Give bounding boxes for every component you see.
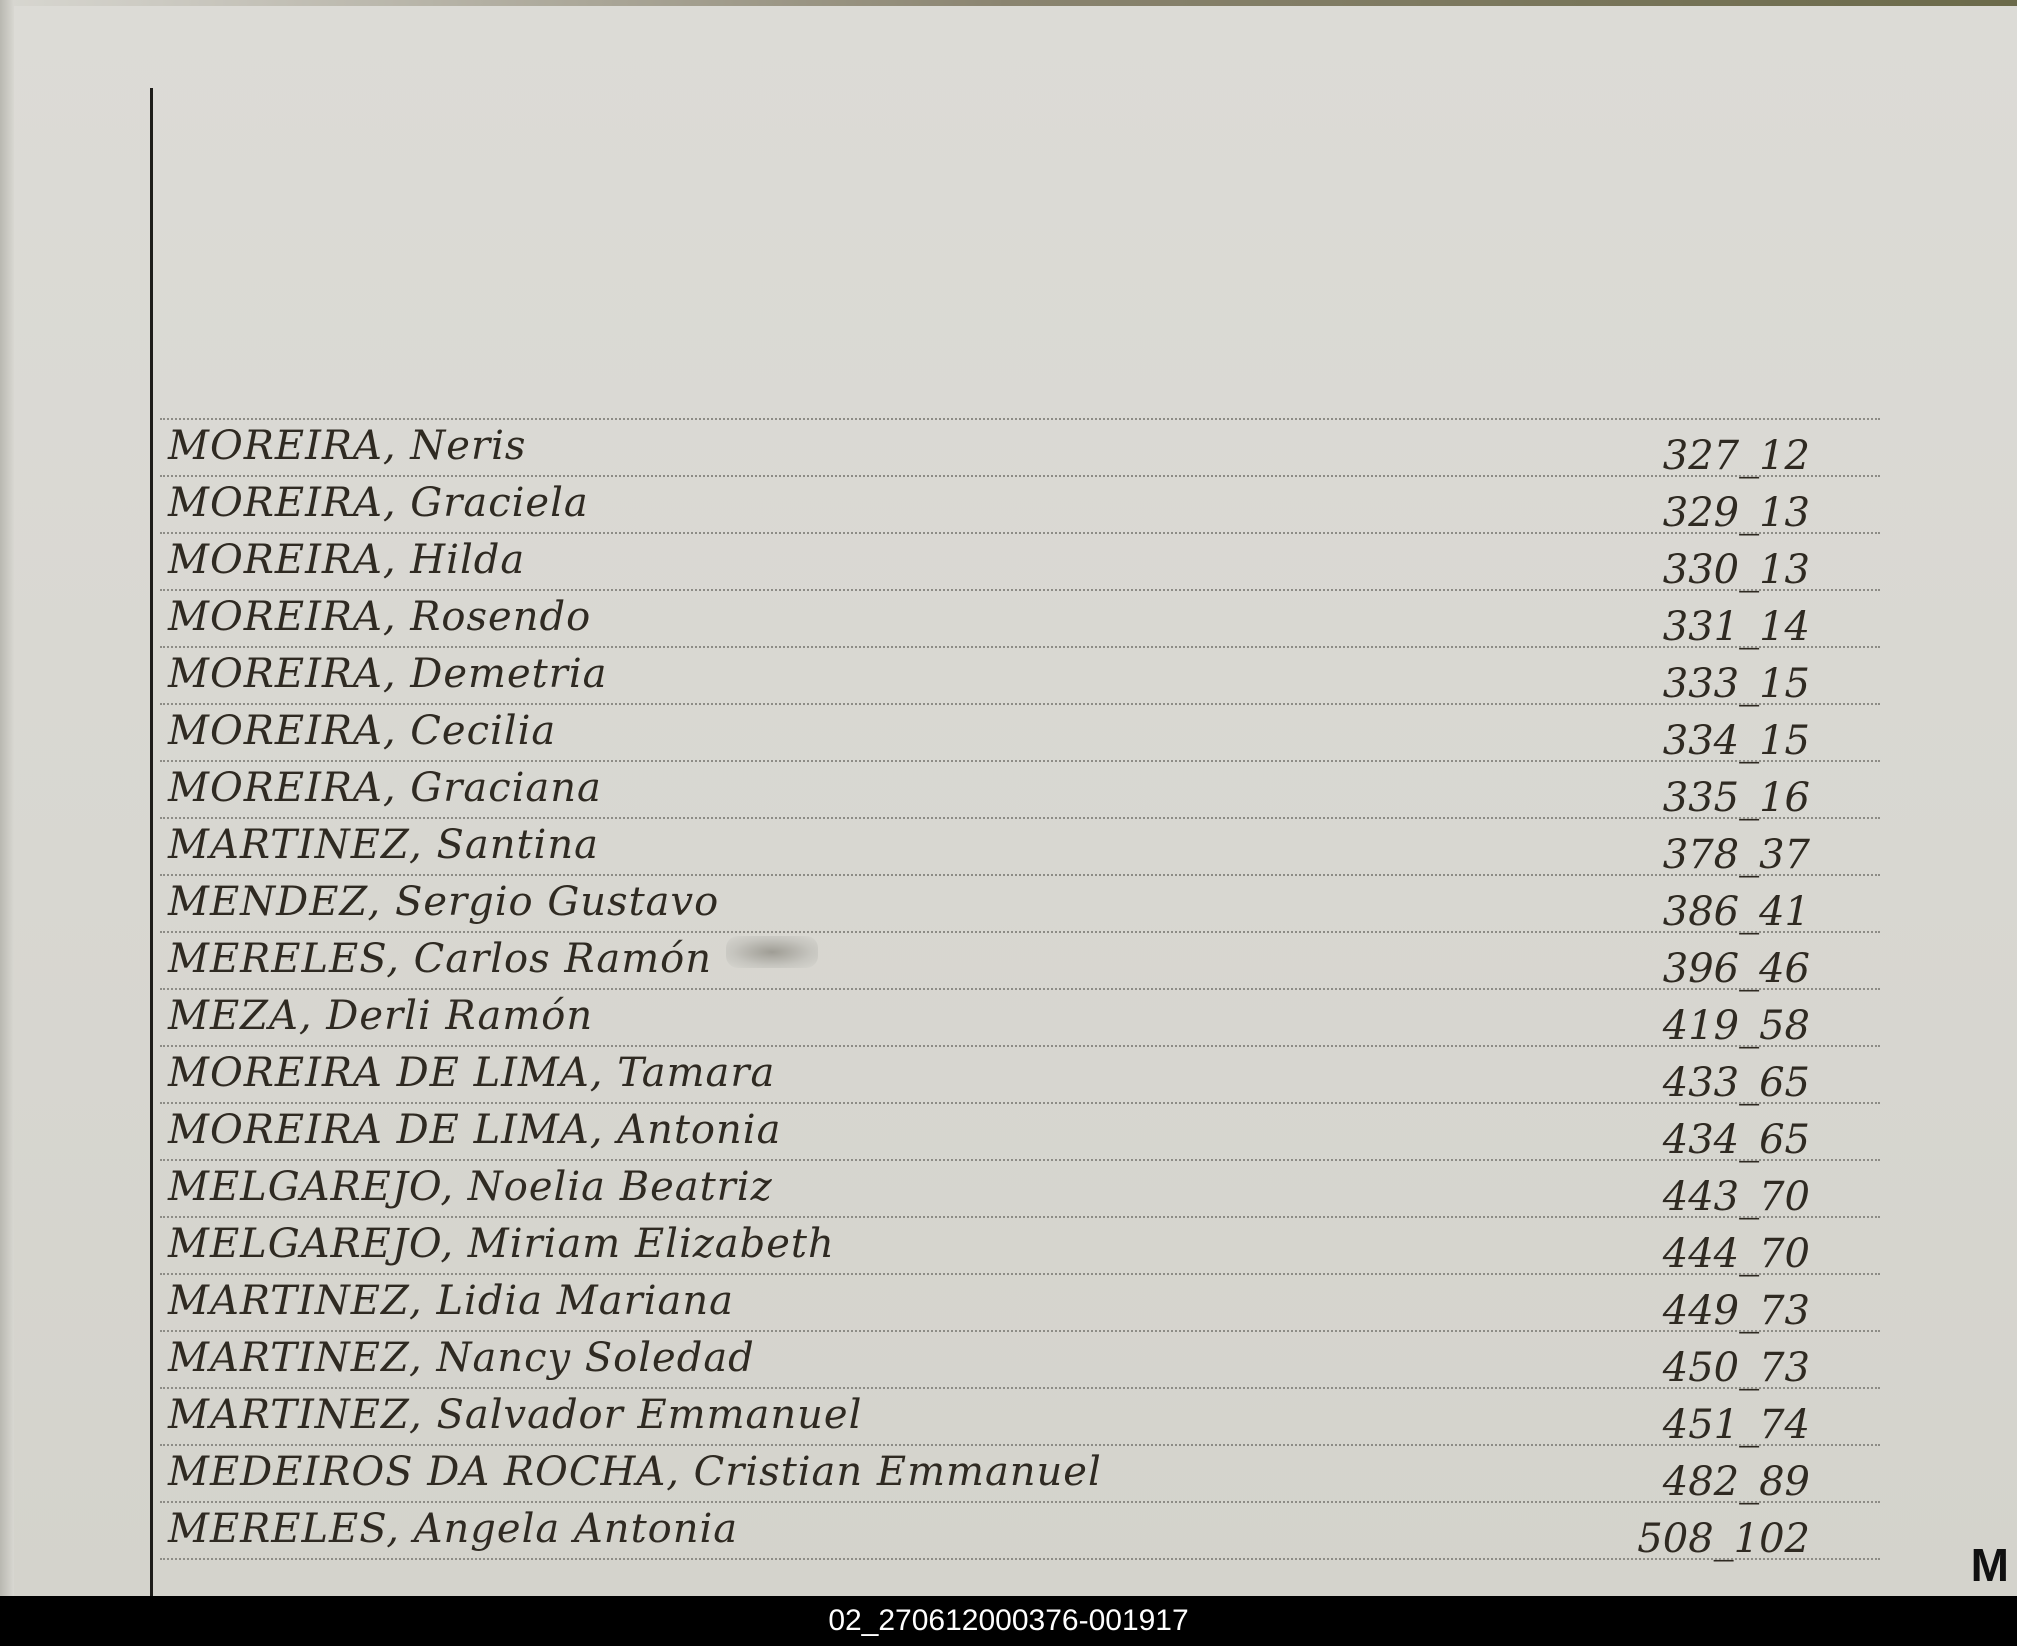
entry-number: 335_16 bbox=[1662, 775, 1810, 821]
entry-name: MOREIRA, Neris bbox=[168, 423, 527, 469]
entry-number: 482_89 bbox=[1662, 1459, 1810, 1505]
register-entry bbox=[160, 1045, 1880, 1106]
entry-number: 331_14 bbox=[1662, 604, 1810, 650]
entry-name: MOREIRA, Graciela bbox=[168, 480, 589, 526]
index-letter-tab: M bbox=[1970, 1539, 2009, 1591]
entry-name: MARTINEZ, Lidia Mariana bbox=[168, 1278, 734, 1324]
page-top-edge bbox=[0, 0, 2017, 6]
entry-number: 329_13 bbox=[1662, 490, 1810, 536]
register-entry bbox=[160, 475, 1880, 536]
entry-number: 443_70 bbox=[1662, 1174, 1810, 1220]
entry-number: 333_15 bbox=[1662, 661, 1810, 707]
entry-name: MARTINEZ, Salvador Emmanuel bbox=[168, 1392, 863, 1438]
register-entry bbox=[160, 418, 1880, 479]
register-entry bbox=[160, 1387, 1880, 1448]
entry-number: 451_74 bbox=[1662, 1402, 1810, 1448]
entry-name: MARTINEZ, Nancy Soledad bbox=[168, 1335, 755, 1381]
register-entry bbox=[160, 1273, 1880, 1334]
footer-image-id: 02_270612000376-001917 bbox=[828, 1604, 1189, 1637]
entry-number: 327_12 bbox=[1662, 433, 1810, 479]
entry-name: MERELES, Carlos Ramón bbox=[168, 936, 712, 982]
entry-name: MEZA, Derli Ramón bbox=[168, 993, 594, 1039]
entry-number: 449_73 bbox=[1662, 1288, 1810, 1334]
entry-number: 386_41 bbox=[1662, 889, 1810, 935]
entry-number: 508_102 bbox=[1637, 1516, 1810, 1562]
register-entry bbox=[160, 1159, 1880, 1220]
register-entry bbox=[160, 988, 1880, 1049]
register-entry bbox=[160, 817, 1880, 878]
entry-name: MERELES, Angela Antonia bbox=[168, 1506, 739, 1552]
entry-name: MOREIRA, Demetria bbox=[168, 651, 608, 697]
register-entry bbox=[160, 1216, 1880, 1277]
page-binding-shadow bbox=[0, 0, 14, 1596]
register-entry bbox=[160, 1330, 1880, 1391]
entry-number: 396_46 bbox=[1662, 946, 1810, 992]
blurred-mark bbox=[726, 936, 818, 968]
entry-name: MARTINEZ, Santina bbox=[168, 822, 599, 868]
entry-number: 378_37 bbox=[1662, 832, 1810, 878]
entry-name: MOREIRA DE LIMA, Tamara bbox=[168, 1050, 776, 1096]
entry-name: MENDEZ, Sergio Gustavo bbox=[168, 879, 720, 925]
entry-name: MELGAREJO, Miriam Elizabeth bbox=[168, 1221, 835, 1267]
entry-number: 444_70 bbox=[1662, 1231, 1810, 1277]
entry-name: MOREIRA, Cecilia bbox=[168, 708, 557, 754]
entry-number: 450_73 bbox=[1662, 1345, 1810, 1391]
register-entry bbox=[160, 1102, 1880, 1163]
entry-number: 334_15 bbox=[1662, 718, 1810, 764]
register-entry bbox=[160, 589, 1880, 650]
entry-name: MOREIRA, Hilda bbox=[168, 537, 526, 583]
entry-name: MOREIRA, Graciana bbox=[168, 765, 602, 811]
register-entry bbox=[160, 646, 1880, 707]
entry-number: 434_65 bbox=[1662, 1117, 1810, 1163]
entry-number: 419_58 bbox=[1662, 1003, 1810, 1049]
ruled-line bbox=[160, 1558, 1880, 1560]
entry-name: MELGAREJO, Noelia Beatriz bbox=[168, 1164, 773, 1210]
register-entry bbox=[160, 703, 1880, 764]
register-entry bbox=[160, 760, 1880, 821]
entry-name: MOREIRA DE LIMA, Antonia bbox=[168, 1107, 782, 1153]
register-entry bbox=[160, 1444, 1880, 1505]
entry-name: MEDEIROS DA ROCHA, Cristian Emmanuel bbox=[168, 1449, 1102, 1495]
register-entry bbox=[160, 931, 1880, 992]
entry-number: 433_65 bbox=[1662, 1060, 1810, 1106]
register-entry bbox=[160, 1501, 1880, 1562]
entry-name: MOREIRA, Rosendo bbox=[168, 594, 592, 640]
register-entry bbox=[160, 874, 1880, 935]
register-entry bbox=[160, 532, 1880, 593]
margin-line bbox=[150, 88, 153, 1596]
entry-number: 330_13 bbox=[1662, 547, 1810, 593]
